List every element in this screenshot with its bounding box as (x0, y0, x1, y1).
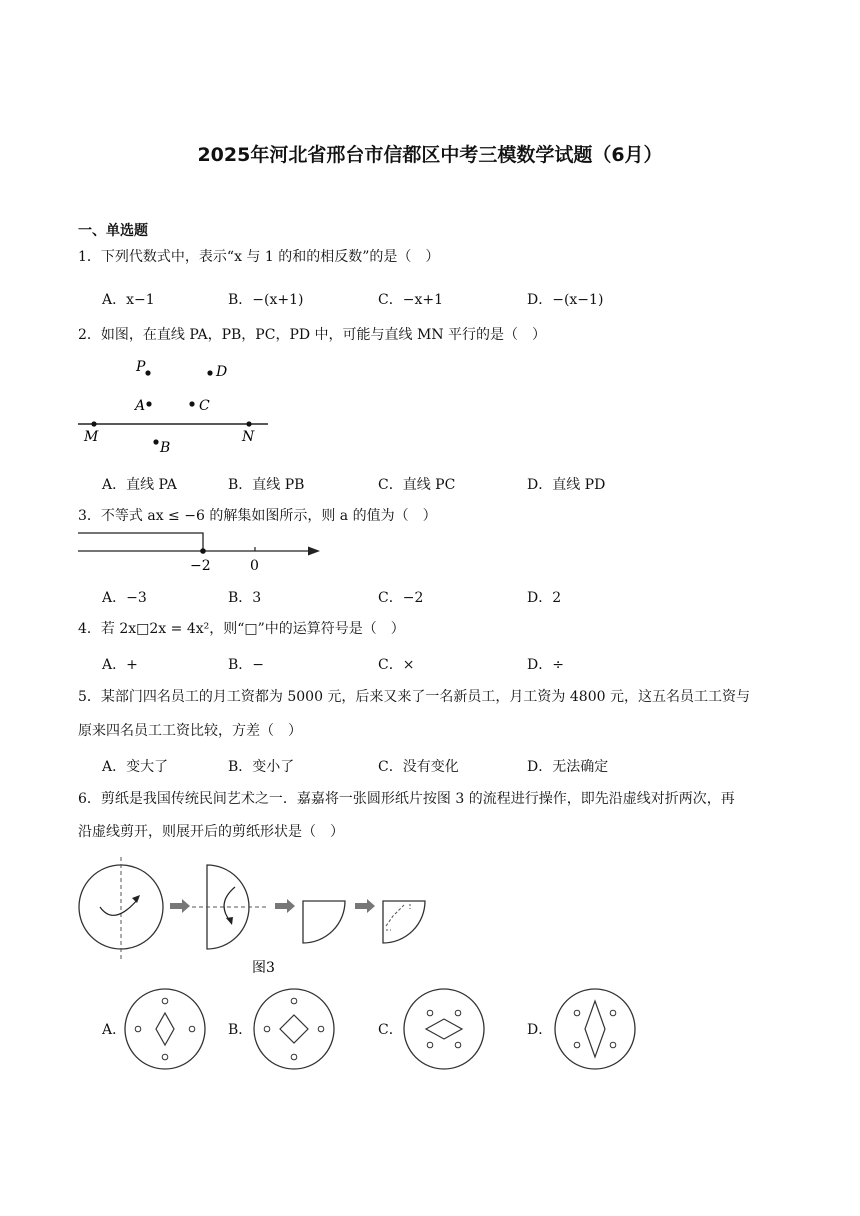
question-5-stem-line1: 5．某部门四名员工的月工资都为 5000 元，后来又来了一名新员工，月工资为 4800 元，这五名员工工资与 (78, 689, 750, 705)
q3-option-a[interactable]: A．−3 (102, 590, 147, 606)
q4-option-a[interactable]: A．+ (102, 657, 138, 673)
label-m: M (84, 429, 99, 445)
q5-option-c[interactable]: C．没有变化 (378, 759, 459, 775)
question-3-stem: 3．不等式 ax ≤ −6 的解集如图所示，则 a 的值为（ ） (78, 508, 437, 524)
q1-option-d[interactable]: D．−(x−1) (527, 292, 604, 308)
q3-option-c[interactable]: C．−2 (378, 590, 424, 606)
q1-option-a[interactable]: A．x−1 (102, 292, 155, 308)
question-1-stem: 1．下列代数式中，表示“x 与 1 的和的相反数”的是（ ） (78, 249, 440, 265)
tick-label-zero: 0 (250, 558, 259, 574)
q4-option-d[interactable]: D．÷ (527, 657, 564, 673)
q1-option-c[interactable]: C．−x+1 (378, 292, 443, 308)
q6-option-c[interactable]: C． (378, 1022, 403, 1038)
q2-option-b[interactable]: B．直线 PB (228, 477, 305, 493)
q5-option-a[interactable]: A．变大了 (102, 759, 169, 775)
tick-label-neg2: −2 (190, 558, 211, 574)
q6-folding-process-figure (70, 855, 440, 980)
label-n: N (242, 429, 255, 445)
question-2-stem: 2．如图，在直线 PA，PB，PC，PD 中，可能与直线 MN 平行的是（ ） (78, 327, 547, 343)
q5-option-d[interactable]: D．无法确定 (527, 759, 609, 775)
figure-caption: 图3 (252, 960, 275, 976)
q1-option-b[interactable]: B．−(x+1) (228, 292, 304, 308)
q6-option-c-figure (402, 987, 486, 1071)
q3-number-line (74, 528, 324, 576)
q5-option-b[interactable]: B．变小了 (228, 759, 295, 775)
question-6-stem-line1: 6．剪纸是我国传统民间艺术之一．嘉嘉将一张圆形纸片按图 3 的流程进行操作，即先沿虚线对折两次，再 (78, 791, 735, 807)
q2-option-c[interactable]: C．直线 PC (378, 477, 456, 493)
question-4-stem: 4．若 2x□2x = 4x²，则“□”中的运算符号是（ ） (78, 621, 405, 637)
label-a: A (135, 398, 146, 414)
label-c: C (199, 398, 210, 414)
q6-option-a[interactable]: A． (102, 1022, 127, 1038)
q2-option-a[interactable]: A．直线 PA (102, 477, 177, 493)
question-6-stem-line2: 沿虚线剪开，则展开后的剪纸形状是（ ） (78, 824, 344, 840)
label-d: D (216, 364, 228, 380)
q3-option-b[interactable]: B．3 (228, 590, 262, 606)
section-heading: 一、单选题 (78, 223, 148, 239)
question-5-stem-line2: 原来四名员工工资比较，方差（ ） (78, 723, 302, 739)
label-p: P (136, 359, 146, 375)
q2-option-d[interactable]: D．直线 PD (527, 477, 606, 493)
q6-option-b[interactable]: B． (228, 1022, 253, 1038)
page-title: 2025年河北省邢台市信都区中考三模数学试题（6月） (197, 144, 663, 166)
q4-option-c[interactable]: C．× (378, 657, 415, 673)
label-b: B (160, 440, 171, 456)
q3-option-d[interactable]: D．2 (527, 590, 562, 606)
q6-option-d[interactable]: D． (527, 1022, 553, 1038)
q6-option-b-figure (252, 987, 336, 1071)
q2-line-figure (70, 355, 280, 460)
q4-option-b[interactable]: B．− (228, 657, 265, 673)
q6-option-d-figure (553, 987, 637, 1071)
q6-option-a-figure (123, 987, 207, 1071)
